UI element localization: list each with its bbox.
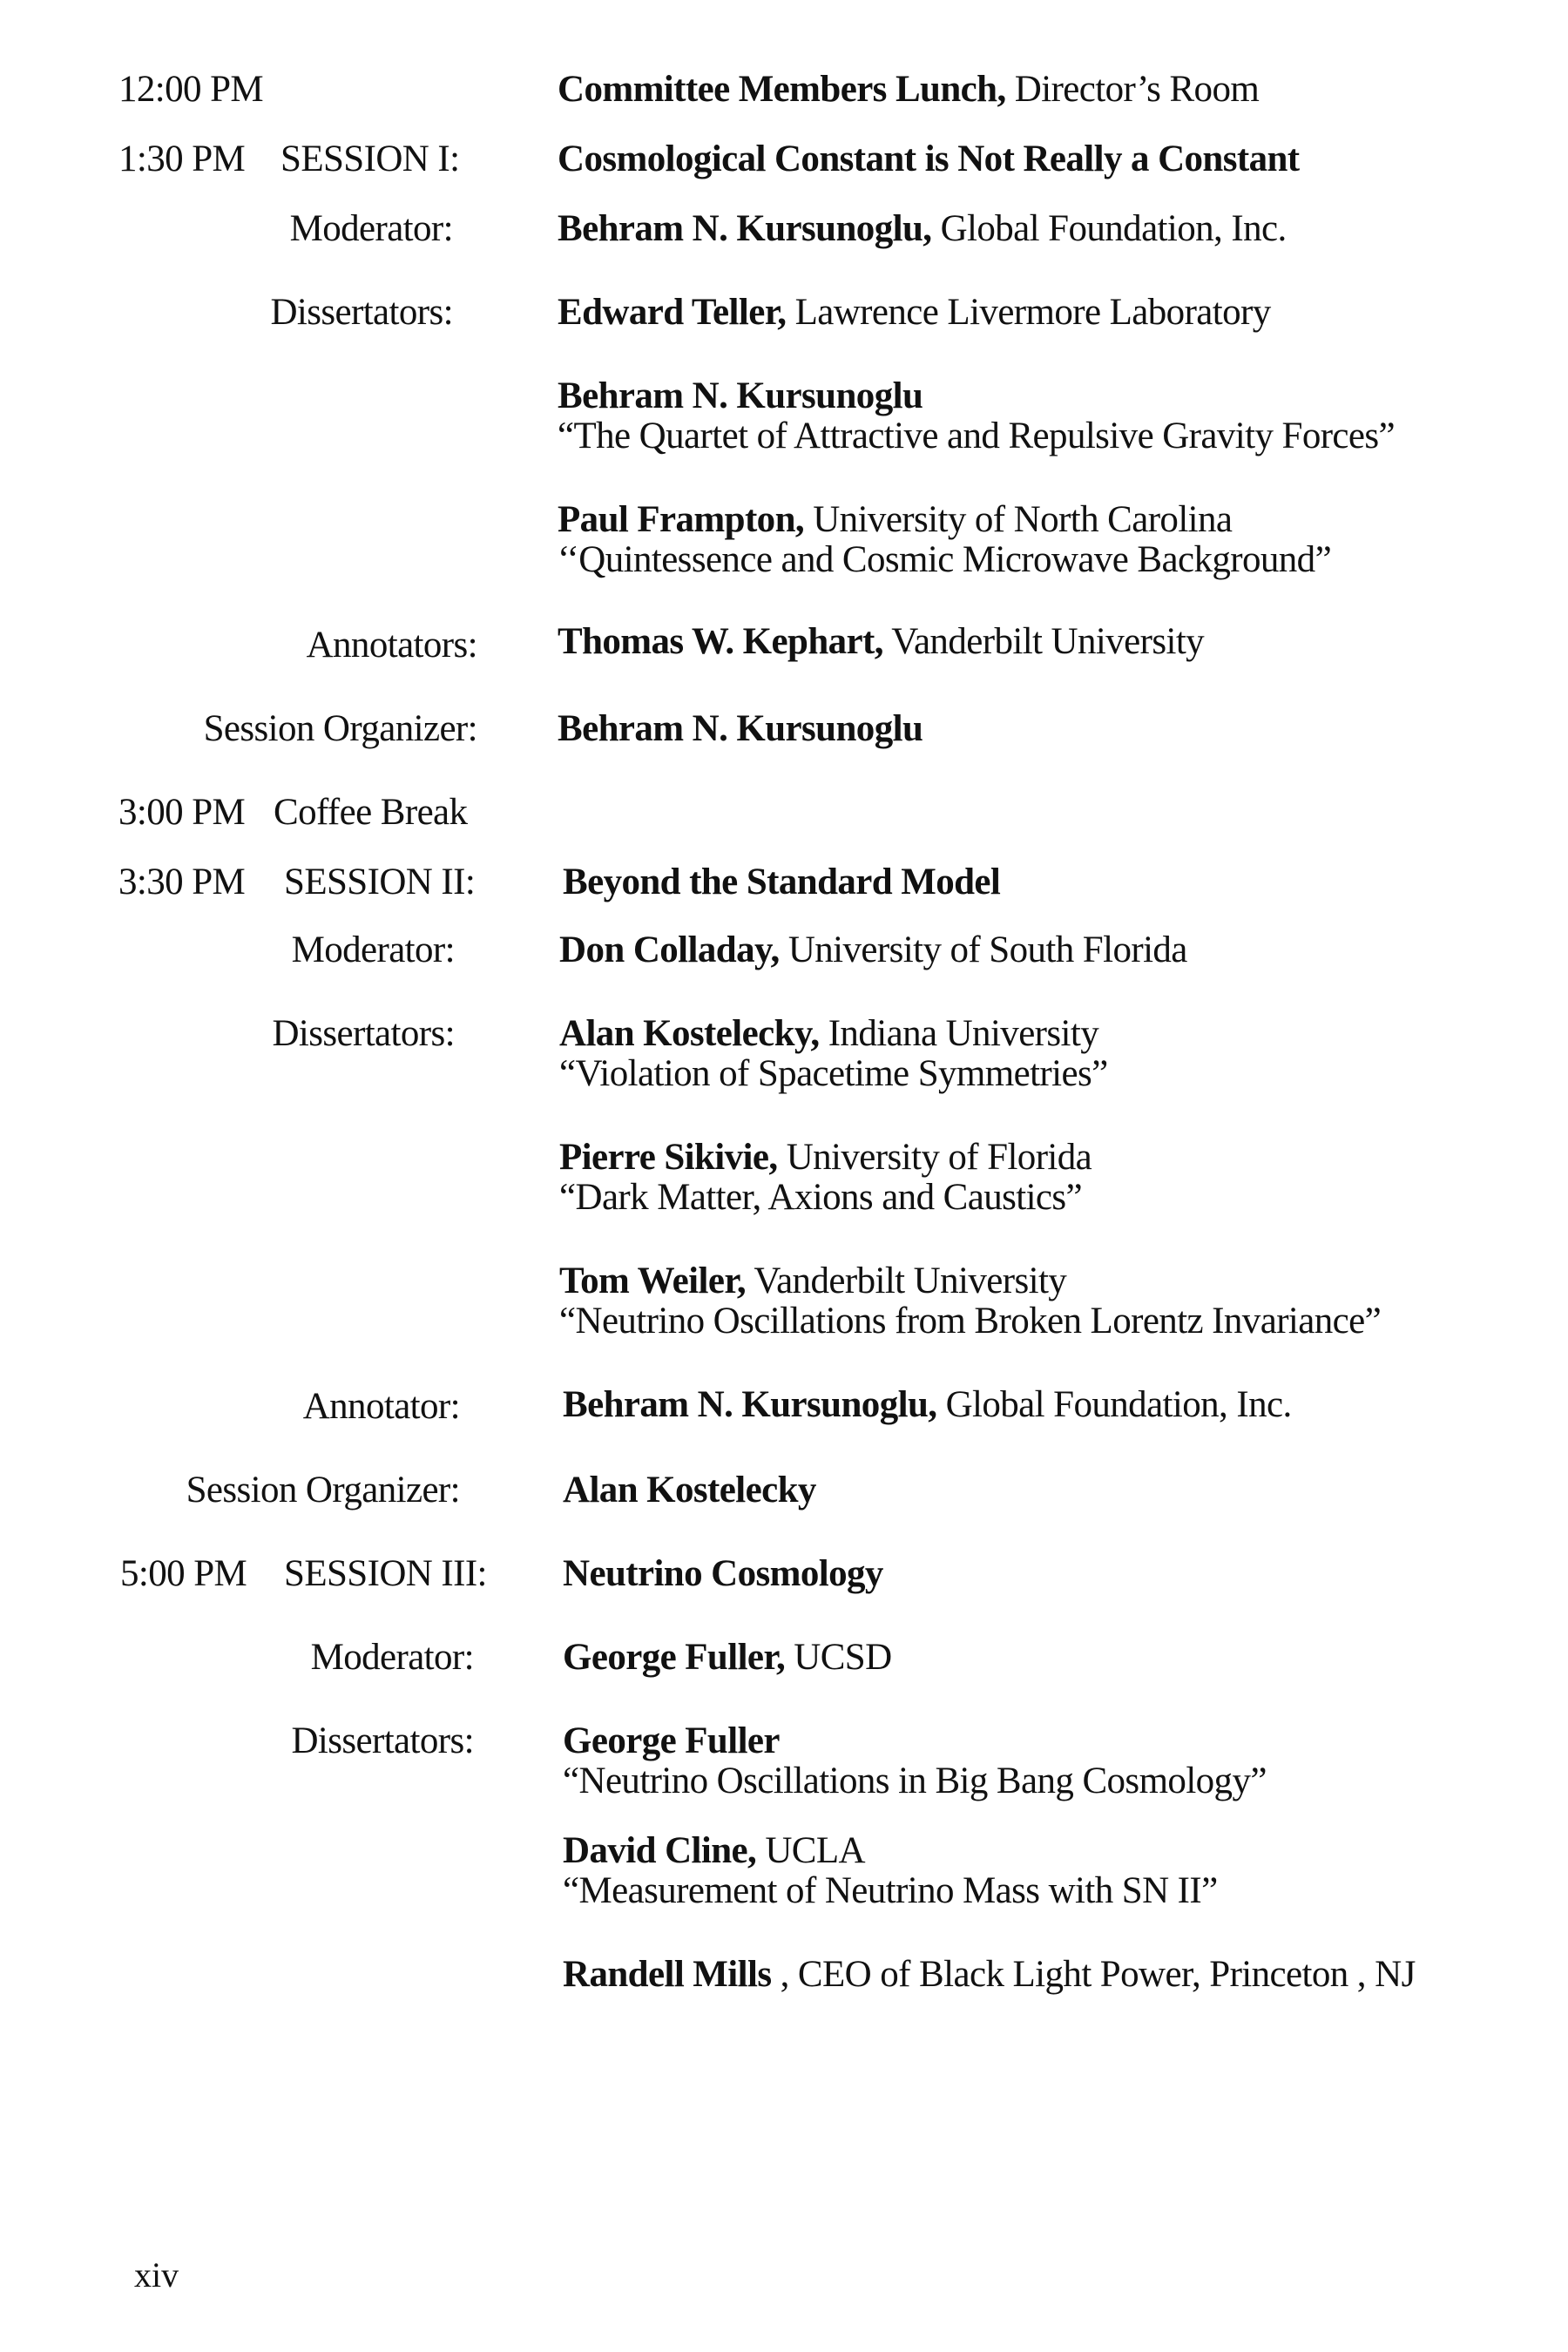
session-3-moderator-label: Moderator: [310, 1637, 474, 1678]
dissertator-name: Paul Frampton, [558, 499, 805, 540]
dissertator-affiliation: Indiana University [819, 1013, 1099, 1054]
annotator-affiliation: Vanderbilt University [882, 621, 1205, 662]
session-2-dissertators-label: Dissertators: [272, 1013, 455, 1054]
time-coffee-break: 3:00 PM [118, 792, 246, 833]
session-2-organizer-label: Session Organizer: [186, 1470, 460, 1511]
moderator-affiliation: Global Foundation, Inc. [931, 208, 1287, 249]
time-session-2: 3:30 PM [118, 862, 246, 902]
dissertator-name: George Fuller [563, 1720, 780, 1761]
session-2-label: SESSION II: [284, 862, 476, 902]
session-3-moderator [563, 1638, 892, 1678]
dissertator-name: Alan Kostelecky, [559, 1013, 820, 1054]
session-1-annotators-label: Annotators: [306, 625, 477, 666]
coffee-break: Coffee Break [274, 792, 468, 833]
session-3-title: Neutrino Cosmology [563, 1553, 883, 1594]
session-1-annotator [558, 622, 1204, 662]
annotator-name: Thomas W. Kephart, [558, 621, 883, 662]
dissertator [558, 500, 1232, 540]
session-2-moderator-label: Moderator: [291, 929, 455, 970]
lunch-location: Director’s Room [1005, 69, 1260, 110]
moderator-name: Behram N. Kursunoglu, [558, 208, 932, 249]
session-2-organizer: Alan Kostelecky [563, 1470, 816, 1511]
dissertator [559, 1138, 1092, 1178]
session-3-dissertators-label: Dissertators: [291, 1720, 474, 1761]
talk-title: “Measurement of Neutrino Mass with SN II” [563, 1870, 1218, 1911]
session-2-title: Beyond the Standard Model [563, 862, 1001, 902]
talk-title: ‘‘Quintessence and Cosmic Microwave Background” [558, 539, 1332, 580]
talk-title: “Neutrino Oscillations from Broken Lorentz Invariance” [559, 1301, 1382, 1342]
dissertator-name: Tom Weiler, [559, 1260, 747, 1301]
moderator-name: George Fuller, [563, 1637, 786, 1678]
talk-title: “Dark Matter, Axions and Caustics” [559, 1177, 1083, 1218]
dissertator-affiliation: Vanderbilt University [746, 1260, 1067, 1301]
session-1-label: SESSION I: [280, 139, 460, 179]
session-2-moderator [559, 930, 1187, 970]
dissertator-affiliation: University of Florida [777, 1137, 1092, 1178]
annotator-name: Behram N. Kursunoglu, [563, 1384, 937, 1425]
dissertator-affiliation: Lawrence Livermore Laboratory [786, 292, 1271, 333]
dissertator [559, 1261, 1066, 1301]
lunch-line [558, 70, 1259, 110]
session-2-annotator [563, 1385, 1292, 1425]
session-1-organizer: Behram N. Kursunoglu [558, 708, 923, 749]
dissertator-affiliation: UCLA [756, 1830, 865, 1871]
time-session-3: 5:00 PM [120, 1553, 247, 1594]
session-2-annotator-label: Annotator: [302, 1386, 460, 1427]
talk-title: “The Quartet of Attractive and Repulsive Gravity Forces” [558, 416, 1396, 456]
session-1-title: Cosmological Constant is Not Really a Constant [558, 139, 1300, 179]
session-1-dissertators-label: Dissertators: [270, 292, 453, 333]
dissertator-name: Behram N. Kursunoglu [558, 375, 923, 416]
session-1-moderator-label: Moderator: [289, 208, 453, 249]
dissertator [563, 1955, 1416, 1995]
dissertator-name: Edward Teller, [558, 292, 787, 333]
talk-title: “Neutrino Oscillations in Big Bang Cosmology” [563, 1761, 1267, 1801]
moderator-affiliation: UCSD [785, 1637, 892, 1678]
dissertator-affiliation: , CEO of Black Light Power, Princeton , NJ [771, 1954, 1416, 1995]
dissertator-name: David Cline, [563, 1830, 757, 1871]
dissertator-affiliation: University of North Carolina [804, 499, 1233, 540]
moderator-name: Don Colladay, [559, 929, 780, 970]
time-lunch: 12:00 PM [118, 69, 264, 110]
time-session-1: 1:30 PM [118, 139, 246, 179]
lunch-title: Committee Members Lunch, [558, 69, 1006, 110]
dissertator-name: Randell Mills [563, 1954, 772, 1995]
dissertator-name: Pierre Sikivie, [559, 1137, 778, 1178]
moderator-affiliation: University of South Florida [779, 929, 1187, 970]
talk-title: “Violation of Spacetime Symmetries” [559, 1053, 1108, 1094]
dissertator [563, 1831, 865, 1871]
dissertator [559, 1014, 1098, 1054]
page-number: xiv [134, 2255, 179, 2295]
session-3-label: SESSION III: [284, 1553, 487, 1594]
session-1-moderator [558, 209, 1287, 249]
session-1-organizer-label: Session Organizer: [203, 708, 477, 749]
annotator-affiliation: Global Foundation, Inc. [936, 1384, 1292, 1425]
dissertator [558, 293, 1271, 333]
